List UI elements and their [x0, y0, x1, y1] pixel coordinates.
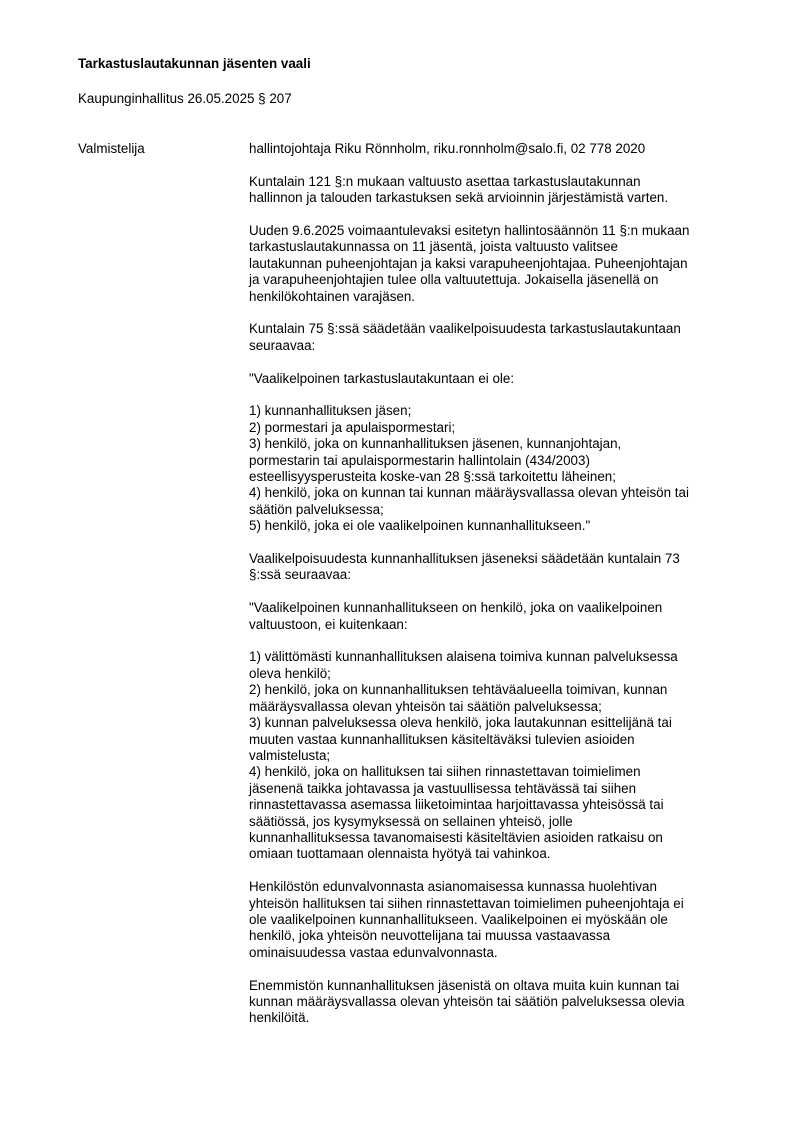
quote-intro: "Vaalikelpoinen kunnanhallitukseen on henkilö, joka on vaalikelpoinen valtuustoon, ei kuitenkaan:	[249, 600, 663, 632]
paragraph: Henkilöstön edunvalvonnasta asianomaisessa kunnassa huolehtivan yhteisön hallituksen tai siihen rinnastettavan toimielimen puheenjohtaja ei ole vaalikelpoinen kunnanhallitukseen. Vaalikelpoinen ei myöskään ole henkilö, joka yhteisön neuvottelijana tai muussa vastaavassa ominaisuudessa vastaa edunvalvonnasta.	[249, 879, 684, 960]
preparer-info: hallintojohtaja Riku Rönnholm, riku.ronnholm@salo.fi, 02 778 2020	[249, 141, 646, 156]
paragraph: Kuntalain 75 §:ssä säädetään vaalikelpoisuudesta tarkastuslautakuntaan seuraavaa:	[249, 321, 681, 353]
paragraph: Kuntalain 121 §:n mukaan valtuusto asettaa tarkastuslautakunnan hallinnon ja talouden tarkastuksen sekä arvioinnin järjestämistä varten.	[249, 173, 669, 206]
paragraph: Enemmistön kunnanhallituksen jäsenistä on oltava muita kuin kunnan tai kunnan määräysvallassa olevan yhteisön tai säätiön palveluksessa olevia henkilöitä.	[249, 977, 685, 1026]
preparer-label: Valmistelija	[78, 141, 145, 156]
numbered-list: 1) kunnanhallituksen jäsen; 2) pormestari ja apulaispormestari; 3) henkilö, joka on kunnanhallituksen jäsenen, kunnanjohtajan, pormestarin tai apulaispormestarin hallintolain (434/2003) esteellisyysperusteita koske-van 28 §:ssä tarkoitettu läheinen; 4) henkilö, joka on kunnan tai kunnan määräysvallassa olevan yhteisön tai säätiön palveluksessa; 5) henkilö, joka ei ole vaalikelpoinen kunnanhallitukseen."	[249, 403, 689, 534]
document-body	[249, 141, 739, 1043]
meeting-reference: Kaupunginhallitus 26.05.2025 § 207	[78, 91, 292, 106]
document-title: Tarkastuslautakunnan jäsenten vaali	[78, 56, 311, 71]
quote-intro: "Vaalikelpoinen tarkastuslautakuntaan ei ole:	[249, 370, 515, 386]
paragraph: Vaalikelpoisuudesta kunnanhallituksen jäseneksi säädetään kuntalain 73 §:ssä seuraavaa:	[249, 551, 680, 583]
numbered-list: 1) välittömästi kunnanhallituksen alaisena toimiva kunnan palveluksessa oleva henkilö; 2) henkilö, joka on kunnanhallituksen tehtäväalueella toimivan, kunnan määräysvallassa olevan yhteisön tai säätiön palveluksessa; 3) kunnan palveluksessa oleva henkilö, joka lautakunnan esittelijänä tai muuten vastaa kunnanhallituksen käsiteltäväksi tulevien asioiden valmistelusta; 4) henkilö, joka on hallituksen tai siihen rinnastettavan toimielimen jäsenenä taikka johtavassa ja vastuullisessa tehtävässä tai siihen rinnastettavassa asemassa liiketoimintaa harjoittavassa yhteisössä tai säätiössä, jos kysymyksessä on sellainen yhteisö, jolle kunnanhallituksessa tavanomaisesti käsiteltävien asioiden ratkaisu on omiaan tuottamaan olennaista hyötyä tai vahinkoa.	[249, 649, 678, 862]
paragraph: Uuden 9.6.2025 voimaantulevaksi esitetyn hallintosäännön 11 §:n mukaan tarkastuslautakunnassa on 11 jäsentä, joista valtuusto valitsee lautakunnan puheenjohtajan ja kaksi varapuheenjohtajaa. Puheenjohtajan ja varapuheenjohtajien tulee olla valtuutettuja. Jokaisella jäsenellä on henkilökohtainen varajäsen.	[249, 223, 690, 304]
